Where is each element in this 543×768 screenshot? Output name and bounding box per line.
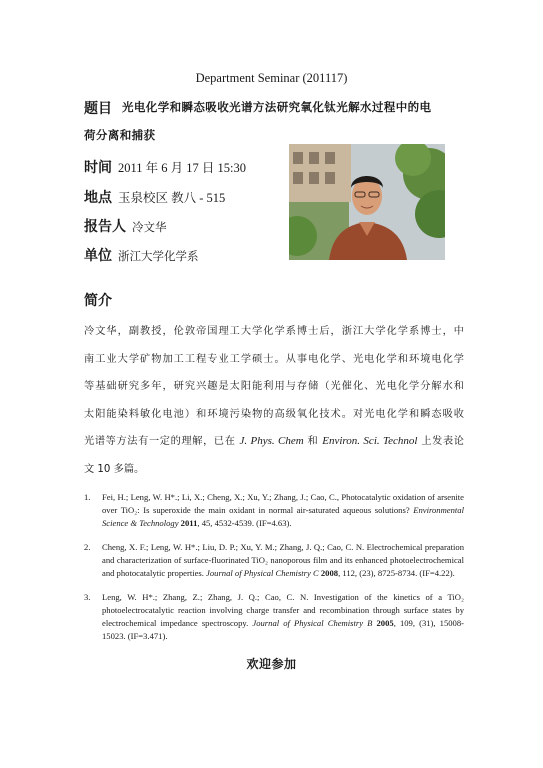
speaker-photo — [289, 144, 445, 260]
bio-line5-mid: 和 — [303, 436, 323, 447]
journal-est: Environ. Sci. Technol — [322, 435, 418, 447]
location-label: 地点 — [84, 190, 112, 206]
reference-number: 1. — [84, 492, 91, 502]
topic-text-line1: 光电化学和瞬态吸收光谱方法研究氧化钛光解水过程中的电 — [122, 100, 432, 114]
speaker-value: 冷文华 — [132, 220, 167, 234]
time-row — [84, 157, 246, 177]
reference-journal: Journal of Physical Chemistry C — [206, 568, 319, 578]
reference-journal: Journal of Physical Chemistry B — [252, 618, 373, 628]
reference-rest: , 112, (23), 8725-8734. (IF=4.22). — [338, 568, 455, 578]
time-value: 2011 年 6 月 17 日 15:30 — [118, 161, 247, 175]
reference-rest: , 45, 4532-4539. (IF=4.63). — [197, 518, 292, 528]
bio-line: 南工业大学矿物加工工程专业工学硕士。从事电化学、光电化学和环境电化学 — [84, 353, 464, 365]
reference-text: Cheng, X. F.; Leng, W. H*.; Liu, D. P.; Xu, Y. M.; Zhang, J. Q.; Cao, C. N. Electrochemical preparation and characterization of surface-fluorinated TiO₂ nanoporous film and its enhanced photoelectrochemical and photocatalytic properties. — [102, 542, 464, 578]
reference-text: Fei, H.; Leng, W. H*.; Li, X.; Cheng, X.; Xu, Y.; Zhang, J.; Cao, C., Photocatalytic oxidation of arsenite over TiO₂: Is superoxide the main oxidant in normal air-saturated aqueous solutions? — [102, 492, 464, 515]
reference-year: 2011 — [178, 518, 198, 528]
seminar-title: Department Seminar (201117) — [195, 71, 348, 85]
journal-jpc: J. Phys. Chem — [239, 435, 304, 447]
affiliation-value: 浙江大学化学系 — [118, 249, 199, 263]
bio-line5-pre: 光谱等方法有一定的理解，已在 — [84, 436, 240, 447]
bio-line: 太阳能染料敏化电池）和环境污染物的高级氧化技术。对光电化学和瞬态吸收 — [84, 408, 464, 420]
bio-line5-post: 上发表论 — [417, 436, 464, 447]
reference-item — [84, 491, 464, 530]
speaker-row — [84, 216, 167, 236]
location-value: 玉泉校区 教八 - 515 — [118, 191, 226, 205]
welcome-text: 欢迎参加 — [246, 657, 297, 671]
reference-number: 2. — [84, 542, 91, 552]
reference-item — [84, 541, 464, 580]
bio-line — [84, 428, 464, 456]
time-label: 时间 — [84, 160, 112, 176]
reference-year: 2005 — [372, 618, 394, 628]
reference-list — [84, 491, 464, 654]
reference-rest: , 109, (31), 15008-15023. (IF=3.471). — [102, 618, 464, 641]
affiliation-row — [84, 245, 199, 265]
affiliation-label: 单位 — [84, 248, 112, 264]
reference-number: 3. — [84, 592, 91, 602]
location-row — [84, 187, 225, 207]
bio-line: 文 10 多篇。 — [84, 463, 145, 475]
topic-label: 题目 — [84, 101, 112, 117]
reference-journal: Environmental Science & Technology — [102, 505, 464, 528]
intro-bio — [84, 318, 464, 483]
bio-line: 冷文华，副教授，伦敦帝国理工大学化学系博士后，浙江大学化学系博士，中 — [84, 326, 464, 337]
intro-heading: 简介 — [84, 293, 112, 309]
bio-line: 等基础研究多年，研究兴趣是太阳能利用与存储（光催化、光电化学分解水和 — [84, 381, 464, 392]
reference-text: Leng, W. H*.; Zhang, Z.; Zhang, J. Q.; Cao, C. N. Investigation of the kinetics of a TiO₂ photoelectrocatalytic reaction involving charge transfer and recombination through surface states by electrochemical impedance spectroscopy. — [102, 592, 464, 628]
reference-year: 2008 — [318, 568, 339, 578]
topic-text-line2: 荷分离和捕获 — [84, 128, 156, 142]
reference-item — [84, 591, 464, 643]
speaker-label: 报告人 — [84, 219, 126, 235]
